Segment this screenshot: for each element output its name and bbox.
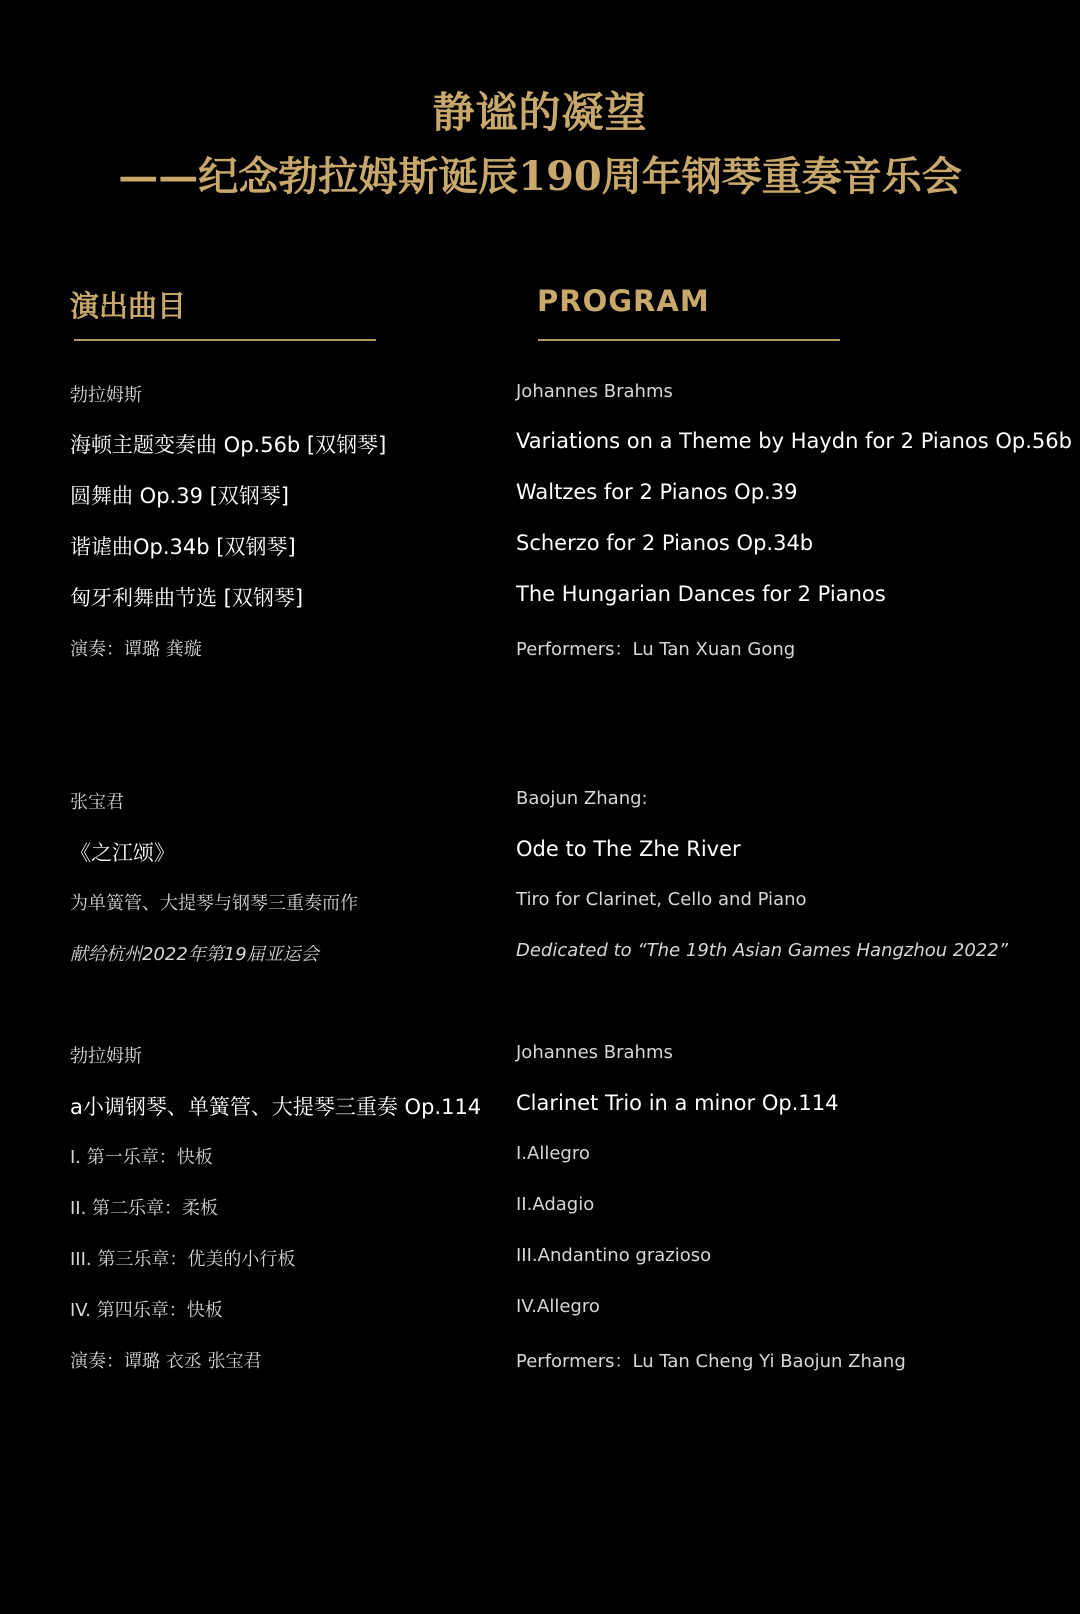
work-zh: 海顿主题变奏曲 Op.56b [双钢琴] bbox=[70, 433, 387, 457]
dedication-en: Dedicated to “The 19th Asian Games Hangzhou 2022” bbox=[516, 940, 1009, 961]
movement-en: III.Andantino grazioso bbox=[516, 1245, 712, 1266]
work-zh: 匈牙利舞曲节选 [双钢琴] bbox=[70, 586, 304, 610]
composer-zh: 勃拉姆斯 bbox=[70, 385, 142, 406]
composer-zh: 张宝君 bbox=[70, 792, 124, 813]
work-zh: 圆舞曲 Op.39 [双钢琴] bbox=[70, 484, 289, 508]
movement-zh: IV. 第四乐章：快板 bbox=[70, 1300, 223, 1321]
work-en: Variations on a Theme by Haydn for 2 Pianos Op.56b bbox=[516, 429, 1072, 453]
composer-en: Johannes Brahms bbox=[516, 1042, 673, 1063]
movement-zh: I. 第一乐章：快板 bbox=[70, 1147, 213, 1168]
performers-zh: 演奏：谭璐 衣丞 张宝君 bbox=[70, 1351, 262, 1372]
work-en: Ode to The Zhe River bbox=[516, 837, 741, 861]
heading-rule-zh bbox=[74, 339, 376, 341]
performers-en: Performers：Lu Tan Cheng Yi Baojun Zhang bbox=[516, 1351, 906, 1372]
heading-en: PROGRAM bbox=[537, 284, 710, 318]
page-title-line1: 静谧的凝望 bbox=[432, 88, 648, 137]
movement-zh: III. 第三乐章：优美的小行板 bbox=[70, 1249, 296, 1270]
work-zh: 《之江颂》 bbox=[70, 841, 175, 865]
work-en: Clarinet Trio in a minor Op.114 bbox=[516, 1091, 839, 1115]
composer-en: Baojun Zhang: bbox=[516, 788, 648, 809]
work-zh: a小调钢琴、单簧管、大提琴三重奏 Op.114 bbox=[70, 1095, 482, 1119]
page-title-line2: ——纪念勃拉姆斯诞辰190周年钢琴重奏音乐会 bbox=[118, 153, 962, 200]
performers-zh: 演奏：谭璐 龚璇 bbox=[70, 639, 202, 660]
composer-zh: 勃拉姆斯 bbox=[70, 1046, 142, 1067]
scoring-zh: 为单簧管、大提琴与钢琴三重奏而作 bbox=[70, 893, 358, 914]
composer-en: Johannes Brahms bbox=[516, 381, 673, 402]
movement-zh: II. 第二乐章：柔板 bbox=[70, 1198, 219, 1219]
work-en: Waltzes for 2 Pianos Op.39 bbox=[516, 480, 798, 504]
work-zh: 谐谑曲Op.34b [双钢琴] bbox=[70, 535, 296, 559]
movement-en: I.Allegro bbox=[516, 1143, 590, 1164]
work-en: Scherzo for 2 Pianos Op.34b bbox=[516, 531, 814, 555]
performers-en: Performers：Lu Tan Xuan Gong bbox=[516, 639, 796, 660]
movement-en: II.Adagio bbox=[516, 1194, 595, 1215]
heading-rule-en bbox=[538, 339, 840, 341]
work-en: The Hungarian Dances for 2 Pianos bbox=[516, 582, 886, 606]
dedication-zh: 献给杭州2022年第19届亚运会 bbox=[70, 944, 319, 965]
movement-en: IV.Allegro bbox=[516, 1296, 600, 1317]
heading-zh: 演出曲目 bbox=[70, 289, 187, 323]
scoring-en: Tiro for Clarinet, Cello and Piano bbox=[516, 889, 807, 910]
